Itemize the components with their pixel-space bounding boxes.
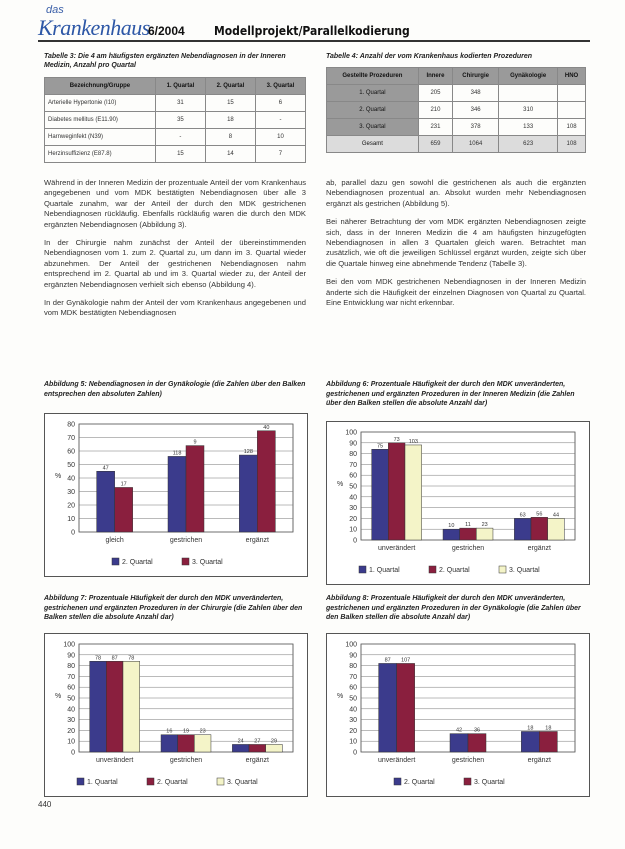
y-tick-label: 80 [349, 451, 357, 459]
table-row [327, 85, 586, 102]
table3-cell: 15 [155, 146, 205, 163]
table3-cell: Harnweginfekt (N39) [45, 129, 156, 146]
table3-cell: 6 [255, 95, 305, 112]
legend-swatch [359, 566, 366, 573]
fig7-chart [44, 633, 308, 797]
legend-label: 3. Quartal [192, 559, 223, 566]
y-tick-label: 100 [63, 641, 75, 649]
bar-data-label: 44 [552, 512, 560, 519]
legend-label: 3. Quartal [509, 567, 540, 574]
table-row [327, 102, 586, 119]
bar [521, 731, 539, 752]
table4-cell: 378 [453, 119, 499, 136]
y-tick-label: 70 [67, 435, 75, 442]
fig8-chart [326, 633, 590, 797]
legend-label: 3. Quartal [474, 779, 505, 786]
y-tick-label: 20 [67, 727, 75, 735]
y-axis-label: % [337, 693, 344, 700]
fig7-svg [45, 634, 307, 796]
table4-cell: Gesamt [327, 136, 419, 153]
table4-cell: 133 [499, 119, 558, 136]
bar-data-label: 18 [527, 725, 534, 732]
x-tick-label: unverändert [377, 757, 416, 764]
paragraph: In der Chirurgie nahm zunächst der Anteil der übereinstimmenden Nebendiagnosen vom 1. zum 2. Quartal zu, um dann im 3. Quartal wieder abzunehmen. Der Anteil der gestrichenen Nebendiagnosen nahm entsprechend im 2. Quartal ab und im 3. Quartal wieder zu, der Anteil der ergänzten Nebendiagnosen verhielt sich ebenso (Abbildung 4). [44, 238, 306, 289]
bar [249, 744, 266, 752]
y-tick-label: 20 [349, 727, 357, 735]
table-row [45, 112, 306, 129]
y-tick-label: 90 [349, 440, 357, 448]
paragraph: ab, parallel dazu gen sowohl die gestrichenen als auch die ergänzten Nebendiagnosen prozentual an. Absolut wurden mehr Nebendiagnosen ergänzt als gestrichen (Abbildung 5). [326, 178, 586, 208]
paragraph: Während in der Inneren Medizin der prozentuale Anteil der vom Krankenhaus angegebenen und vom MDK bestätigten Nebendiagnosen über alle 3 Quartale zunahm, war der Anteil der durch den MDK gestrichenen Nebendiagnosen rückläufig. Ebenfalls rückläufig waren die durch den MDK ergänzten Nebendiagnosen (Abbildung 3). [44, 178, 306, 229]
table-row [45, 146, 306, 163]
table3-cell: 35 [155, 112, 205, 129]
x-tick-label: unverändert [95, 757, 134, 764]
y-tick-label: 70 [349, 673, 357, 681]
bar-data-label: 18 [545, 725, 552, 732]
bar-data-label: 63 [519, 512, 526, 519]
x-tick-label: gestrichen [169, 537, 203, 544]
paragraph: Bei den vom MDK gestrichenen Nebendiagnosen in der Inneren Medizin änderte sich die Häufigkeit der einzelnen Diagnosen von Quartal zu Quartal. Eine Entwicklung war nicht erkennbar. [326, 277, 586, 308]
bar-data-label: 87 [384, 657, 391, 664]
y-tick-label: 30 [349, 717, 357, 725]
bar [539, 731, 557, 752]
legend-swatch [77, 778, 84, 785]
table4-header-cell: Gestellte Prozeduren [327, 68, 419, 85]
bar [372, 449, 389, 540]
bar-data-label: 11 [465, 522, 471, 529]
table4-cell: 205 [418, 85, 452, 102]
bar-data-label: 47 [102, 465, 109, 472]
y-tick-label: 40 [349, 494, 357, 502]
paragraph: Bei näherer Betrachtung der vom MDK ergänzten Nebendiagnosen zeigte sich, dass in der Inneren Medizin die 4 am häufigsten hinzugefügten Nebendiagnosen in allen 3 Quartalen gleich waren. Betrachtet man zusätzlich, wie oft die jeweiligen Schlüssel ergänzt wurden, zeigte sich über die Quartale hinweg eine abnehmende Tendenz (Tabelle 3). [326, 217, 586, 268]
table3-cell: 7 [255, 146, 305, 163]
table3-cell: Diabetes mellitus (E11.90) [45, 112, 156, 129]
y-tick-label: 10 [67, 516, 75, 523]
bar-data-label: 56 [536, 511, 543, 518]
table4 [326, 67, 586, 153]
y-tick-label: 30 [67, 717, 75, 725]
bar-data-label: 29 [270, 738, 278, 745]
y-tick-label: 30 [67, 489, 75, 496]
page-header [38, 4, 598, 44]
bar [257, 431, 275, 532]
y-tick-label: 50 [67, 695, 75, 703]
y-tick-label: 60 [349, 472, 357, 480]
legend-swatch [112, 558, 119, 565]
y-tick-label: 0 [353, 537, 357, 545]
x-tick-label: unverändert [377, 545, 416, 552]
table-row [45, 95, 306, 112]
bar [232, 744, 249, 752]
legend-label: 2. Quartal [157, 779, 188, 786]
bar-data-label: 40 [263, 424, 270, 431]
bar [123, 661, 140, 752]
fig8-svg [327, 634, 589, 796]
bar-data-label: 73 [393, 436, 400, 443]
y-tick-label: 20 [67, 502, 75, 510]
y-tick-label: 100 [345, 641, 357, 649]
bar [97, 471, 115, 532]
y-tick-label: 60 [67, 448, 75, 456]
y-tick-label: 40 [349, 706, 357, 714]
bar [460, 528, 477, 540]
legend-swatch [429, 566, 436, 573]
table-row [45, 129, 306, 146]
x-tick-label: gestrichen [451, 757, 485, 764]
table4-cell [499, 85, 558, 102]
table3-cell: 8 [205, 129, 255, 146]
table4-header-cell: HNO [558, 68, 586, 85]
bar [106, 661, 123, 752]
table4-cell: 659 [418, 136, 452, 153]
legend-label: 2. Quartal [122, 559, 153, 566]
bar [194, 735, 211, 752]
y-tick-label: 70 [67, 673, 75, 681]
bar [115, 487, 133, 532]
legend-swatch [147, 778, 154, 785]
fig5-svg [45, 414, 307, 576]
bar [178, 735, 195, 752]
bar [468, 734, 486, 752]
legend-swatch [464, 778, 471, 785]
y-tick-label: 70 [349, 461, 357, 469]
bar-data-label: 128 [243, 449, 253, 456]
table4-cell: 108 [558, 119, 586, 136]
table4-cell: 2. Quartal [327, 102, 419, 119]
fig5-caption: Abbildung 5: Nebendiagnosen in der Gynäkologie (die Zahlen über den Balken entsprechen den absoluten Zahlen) [44, 381, 306, 398]
legend-label: 2. Quartal [404, 779, 435, 786]
y-tick-label: 90 [67, 652, 75, 660]
bar-data-label: 23 [481, 522, 488, 529]
bar [548, 518, 565, 540]
bar [161, 735, 178, 752]
paragraph: In der Gynäkologie nahm der Anteil der vom Krankenhaus angegebenen und vom MDK bestätigten Nebendiagnosen [44, 298, 306, 318]
bar-data-label: 17 [120, 481, 127, 488]
y-tick-label: 0 [71, 749, 75, 757]
table4-cell: 3. Quartal [327, 119, 419, 136]
x-tick-label: gleich [105, 537, 124, 544]
x-tick-label: gestrichen [169, 757, 203, 764]
table4-header-cell: Chirurgie [453, 68, 499, 85]
y-tick-label: 50 [349, 695, 357, 703]
header-rule [38, 40, 590, 42]
bar-data-label: 78 [128, 655, 135, 662]
table4-cell: 210 [418, 102, 452, 119]
journal-logo: Krankenhaus [38, 15, 150, 40]
table-row [327, 119, 586, 136]
table3-caption: Tabelle 3: Die 4 am häufigsten ergänzten Nebendiagnosen in der Inneren Medizin, Anzahl pro Quartal [44, 53, 286, 69]
bar-data-label: 42 [455, 727, 463, 734]
journal-logo-small: das [46, 4, 64, 16]
table3-cell: 14 [205, 146, 255, 163]
bar-data-label: 24 [237, 738, 244, 745]
bar [397, 663, 415, 752]
y-tick-label: 10 [67, 738, 75, 746]
legend-swatch [217, 778, 224, 785]
body-text-left [44, 178, 306, 327]
body-text-right [326, 178, 586, 316]
y-tick-label: 40 [67, 706, 75, 714]
y-tick-label: 0 [353, 749, 357, 757]
legend-swatch [394, 778, 401, 785]
y-tick-label: 30 [349, 505, 357, 513]
table4-cell: 108 [558, 136, 586, 153]
bar-data-label: 10 [448, 523, 455, 530]
table4-cell: 346 [453, 102, 499, 119]
table3-cell: - [155, 129, 205, 146]
legend-label: 1. Quartal [369, 567, 400, 574]
table3-header-cell: 1. Quartal [155, 78, 205, 95]
legend-swatch [182, 558, 189, 565]
x-tick-label: gestrichen [451, 545, 485, 552]
y-tick-label: 40 [67, 475, 75, 483]
y-tick-label: 20 [349, 515, 357, 523]
table3-header-cell: Bezeichnung/Gruppe [45, 78, 156, 95]
table3-cell: Arterielle Hypertonie (I10) [45, 95, 156, 112]
y-tick-label: 80 [67, 663, 75, 671]
table4-caption: Tabelle 4: Anzahl der vom Krankenhaus kodierten Prozeduren [326, 53, 533, 60]
bar-data-label: 78 [94, 655, 102, 662]
y-tick-label: 60 [67, 684, 75, 692]
bar-data-label: 23 [199, 728, 206, 735]
table3-cell: 18 [205, 112, 255, 129]
y-tick-label: 10 [349, 526, 357, 534]
bar [450, 734, 468, 752]
y-axis-label: % [55, 693, 62, 700]
table3-header-cell: 3. Quartal [255, 78, 305, 95]
bar-data-label: 75 [376, 443, 384, 450]
table4-cell [558, 85, 586, 102]
table3-cell: 31 [155, 95, 205, 112]
y-tick-label: 100 [345, 429, 357, 437]
table4-cell: 1064 [453, 136, 499, 153]
bar-data-label: 103 [408, 438, 418, 445]
table4-header-cell: Gynäkologie [499, 68, 558, 85]
bar [266, 744, 283, 752]
y-tick-label: 0 [71, 529, 75, 537]
table3-header-cell: 2. Quartal [205, 78, 255, 95]
y-tick-label: 10 [349, 738, 357, 746]
fig7-caption: Abbildung 7: Prozentuale Häufigkeit der durch den MDK unveränderten, gestrichenen und ergänzten Prozeduren in der Chirurgie (die Zahlen über den Balken stellen die absolute Anzahl dar) [44, 595, 303, 621]
bar-data-label: 9 [193, 439, 197, 446]
x-tick-label: ergänzt [527, 545, 552, 552]
y-tick-label: 80 [67, 421, 75, 429]
bar [476, 528, 493, 540]
legend-swatch [499, 566, 506, 573]
y-tick-label: 90 [349, 652, 357, 660]
y-tick-label: 50 [349, 483, 357, 491]
table3-cell: - [255, 112, 305, 129]
page-number: 440 [38, 800, 52, 809]
fig8-caption: Abbildung 8: Prozentuale Häufigkeit der durch den MDK unveränderten, gestrichenen und ergänzten Prozeduren in der Gynäkologie (die Zahlen über den Balken stellen die absolute Anzahl dar) [326, 595, 581, 621]
fig6-chart [326, 421, 590, 585]
table4-cell: 348 [453, 85, 499, 102]
bar-data-label: 107 [401, 657, 411, 664]
table4-cell [558, 102, 586, 119]
bar-data-label: 27 [254, 738, 261, 745]
bar [186, 446, 204, 532]
bar [514, 518, 531, 540]
table4-header-cell: Innere [418, 68, 452, 85]
table3 [44, 77, 306, 163]
x-tick-label: ergänzt [245, 537, 270, 544]
bar [443, 529, 460, 540]
legend-label: 2. Quartal [439, 567, 470, 574]
x-tick-label: ergänzt [245, 757, 270, 764]
y-axis-label: % [55, 473, 62, 480]
x-tick-label: ergänzt [527, 757, 552, 764]
legend-label: 1. Quartal [87, 779, 118, 786]
table4-cell: 231 [418, 119, 452, 136]
bar [379, 663, 397, 752]
table4-cell: 1. Quartal [327, 85, 419, 102]
bar [90, 661, 107, 752]
bar-data-label: 36 [473, 727, 481, 734]
table3-cell: 10 [255, 129, 305, 146]
section-title: Modellprojekt/Parallelkodierung [214, 24, 410, 38]
bar [405, 445, 422, 540]
y-tick-label: 50 [67, 462, 75, 469]
bar [388, 443, 405, 540]
y-tick-label: 60 [349, 684, 357, 692]
bar [168, 456, 186, 532]
y-tick-label: 80 [349, 663, 357, 671]
table3-cell: 15 [205, 95, 255, 112]
bar-data-label: 118 [172, 450, 182, 457]
table-row [327, 136, 586, 153]
table4-cell: 623 [499, 136, 558, 153]
bar-data-label: 16 [166, 728, 173, 735]
legend-label: 3. Quartal [227, 779, 258, 786]
fig6-svg [327, 422, 589, 584]
y-axis-label: % [337, 481, 344, 488]
fig6-caption: Abbildung 6: Prozentuale Häufigkeit der durch den MDK unveränderten, gestrichenen und ergänzten Prozeduren in der Inneren Medizin (die Zahlen über den Balken stellen die absolute Anzahl dar) [326, 381, 575, 407]
bar [531, 517, 548, 540]
bar [239, 455, 257, 532]
bar-data-label: 87 [111, 655, 118, 662]
table3-cell: Herzinsuffizienz (E87.8) [45, 146, 156, 163]
bar-data-label: 19 [182, 728, 190, 735]
table4-cell: 310 [499, 102, 558, 119]
issue-number: 6/2004 [148, 24, 185, 38]
fig5-chart [44, 413, 308, 577]
